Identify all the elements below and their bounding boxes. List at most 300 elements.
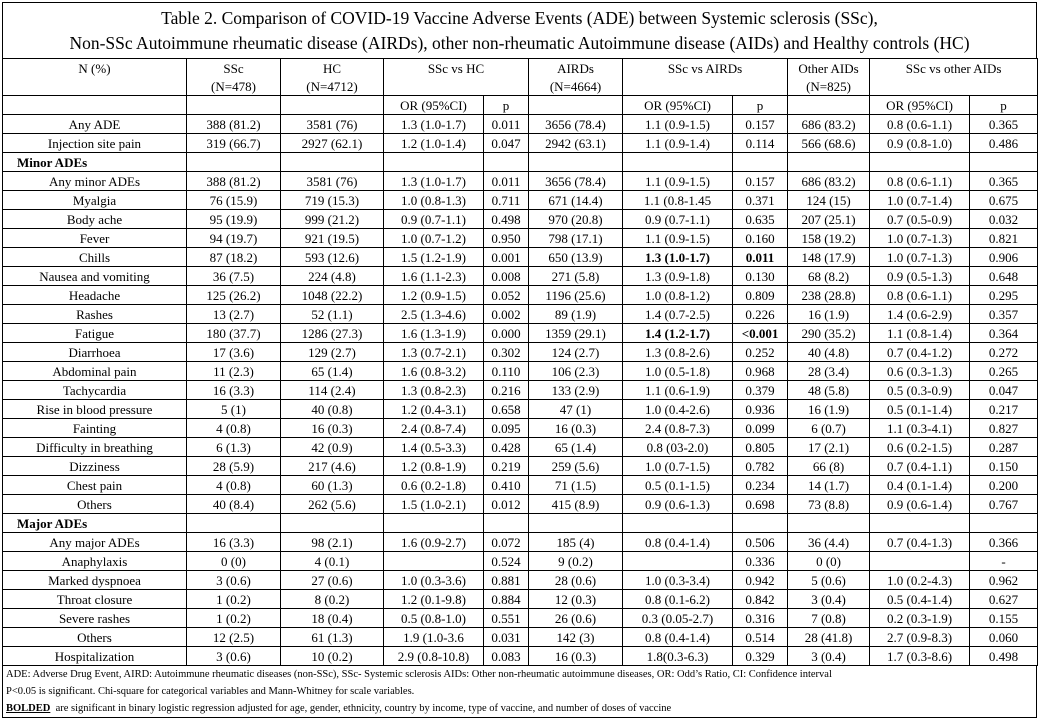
empty-cell bbox=[384, 514, 484, 533]
cell-hc: 921 (19.5) bbox=[281, 229, 384, 248]
cell-airds: 12 (0.3) bbox=[529, 590, 623, 609]
cell-p2: 0.114 bbox=[733, 134, 788, 153]
cell-or3: 1.7 (0.3-8.6) bbox=[870, 647, 970, 666]
table-row bbox=[3, 115, 1038, 134]
cell-hc: 98 (2.1) bbox=[281, 533, 384, 552]
cell-airds: 65 (1.4) bbox=[529, 438, 623, 457]
cell-p1: 0.083 bbox=[484, 647, 529, 666]
cell-or2 bbox=[623, 552, 733, 571]
cell-or2: 1.3 (1.0-1.7) bbox=[623, 248, 733, 267]
row-label: Headache bbox=[3, 286, 187, 305]
empty-cell bbox=[484, 514, 529, 533]
cell-or2: 1.1 (0.8-1.45 bbox=[623, 191, 733, 210]
cell-p2: 0.011 bbox=[733, 248, 788, 267]
cell-p3: 0.295 bbox=[970, 286, 1038, 305]
cell-ssc: 1 (0.2) bbox=[187, 609, 281, 628]
cell-aids: 0 (0) bbox=[788, 552, 870, 571]
table-row bbox=[3, 267, 1038, 286]
cell-p3: 0.365 bbox=[970, 115, 1038, 134]
cell-p2: 0.316 bbox=[733, 609, 788, 628]
cell-p3: 0.287 bbox=[970, 438, 1038, 457]
cell-p2: 0.157 bbox=[733, 115, 788, 134]
table-row bbox=[3, 229, 1038, 248]
cell-or1: 1.6 (1.3-1.9) bbox=[384, 324, 484, 343]
cell-or3: 0.4 (0.1-1.4) bbox=[870, 476, 970, 495]
header-p-3: p bbox=[970, 96, 1038, 115]
row-label: Chest pain bbox=[3, 476, 187, 495]
cell-aids: 207 (25.1) bbox=[788, 210, 870, 229]
cell-or3: 0.6 (0.3-1.3) bbox=[870, 362, 970, 381]
cell-or2: 0.8 (0.1-6.2) bbox=[623, 590, 733, 609]
cell-or3: 2.7 (0.9-8.3) bbox=[870, 628, 970, 647]
cell-p1: 0.095 bbox=[484, 419, 529, 438]
cell-p3: 0.200 bbox=[970, 476, 1038, 495]
cell-aids: 73 (8.8) bbox=[788, 495, 870, 514]
cell-p1: 0.658 bbox=[484, 400, 529, 419]
cell-or1: 2.4 (0.8-7.4) bbox=[384, 419, 484, 438]
cell-p3: 0.047 bbox=[970, 381, 1038, 400]
cell-or3: 0.6 (0.2-1.5) bbox=[870, 438, 970, 457]
cell-or3: 0.7 (0.4-1.1) bbox=[870, 457, 970, 476]
cell-p1: 0.011 bbox=[484, 115, 529, 134]
cell-or2: 1.0 (0.8-1.2) bbox=[623, 286, 733, 305]
cell-or3: 1.0 (0.7-1.4) bbox=[870, 191, 970, 210]
cell-hc: 27 (0.6) bbox=[281, 571, 384, 590]
cell-or3: 0.5 (0.4-1.4) bbox=[870, 590, 970, 609]
cell-p1: 0.000 bbox=[484, 324, 529, 343]
cell-p3: 0.486 bbox=[970, 134, 1038, 153]
row-label: Dizziness bbox=[3, 457, 187, 476]
header-ssc-vs-hc: SSc vs HC bbox=[384, 59, 529, 78]
cell-airds: 47 (1) bbox=[529, 400, 623, 419]
cell-p2: 0.635 bbox=[733, 210, 788, 229]
section-title: Minor ADEs bbox=[3, 153, 187, 172]
row-label: Abdominal pain bbox=[3, 362, 187, 381]
cell-or3: 1.0 (0.7-1.3) bbox=[870, 248, 970, 267]
cell-aids: 68 (8.2) bbox=[788, 267, 870, 286]
header-other-aids-n: (N=825) bbox=[788, 77, 870, 96]
cell-airds: 89 (1.9) bbox=[529, 305, 623, 324]
cell-p3: - bbox=[970, 552, 1038, 571]
row-label: Throat closure bbox=[3, 590, 187, 609]
footnotes bbox=[2, 666, 1037, 718]
cell-p1: 0.031 bbox=[484, 628, 529, 647]
row-label: Anaphylaxis bbox=[3, 552, 187, 571]
cell-hc: 16 (0.3) bbox=[281, 419, 384, 438]
cell-airds: 650 (13.9) bbox=[529, 248, 623, 267]
cell-airds: 3656 (78.4) bbox=[529, 115, 623, 134]
empty-cell bbox=[733, 153, 788, 172]
cell-or1: 1.6 (0.8-3.2) bbox=[384, 362, 484, 381]
cell-aids: 3 (0.4) bbox=[788, 647, 870, 666]
table-row bbox=[3, 191, 1038, 210]
row-label: Injection site pain bbox=[3, 134, 187, 153]
cell-p2: 0.379 bbox=[733, 381, 788, 400]
cell-p2: 0.809 bbox=[733, 286, 788, 305]
cell-airds: 16 (0.3) bbox=[529, 647, 623, 666]
title-line-2: Non-SSc Autoimmune rheumatic disease (AIRDs), other non-rheumatic Autoimmune disease (AIDs) and Healthy controls (HC) bbox=[69, 33, 970, 53]
cell-or1: 1.3 (1.0-1.7) bbox=[384, 115, 484, 134]
cell-ssc: 76 (15.9) bbox=[187, 191, 281, 210]
cell-aids: 17 (2.1) bbox=[788, 438, 870, 457]
cell-or1: 1.0 (0.3-3.6) bbox=[384, 571, 484, 590]
cell-p3: 0.150 bbox=[970, 457, 1038, 476]
cell-airds: 142 (3) bbox=[529, 628, 623, 647]
cell-or2: 1.1 (0.6-1.9) bbox=[623, 381, 733, 400]
cell-airds: 9 (0.2) bbox=[529, 552, 623, 571]
cell-ssc: 125 (26.2) bbox=[187, 286, 281, 305]
table-row bbox=[3, 134, 1038, 153]
cell-p3: 0.060 bbox=[970, 628, 1038, 647]
cell-hc: 129 (2.7) bbox=[281, 343, 384, 362]
header-row-3 bbox=[3, 96, 1038, 115]
table-row bbox=[3, 305, 1038, 324]
row-label: Any minor ADEs bbox=[3, 172, 187, 191]
footnote-bolded-word: BOLDED bbox=[6, 703, 51, 714]
cell-airds: 106 (2.3) bbox=[529, 362, 623, 381]
table-row bbox=[3, 210, 1038, 229]
cell-p2: 0.514 bbox=[733, 628, 788, 647]
cell-or2: 1.4 (1.2-1.7) bbox=[623, 324, 733, 343]
header-n: N (%) bbox=[3, 59, 187, 78]
cell-airds: 259 (5.6) bbox=[529, 457, 623, 476]
table-row bbox=[3, 381, 1038, 400]
cell-airds: 16 (0.3) bbox=[529, 419, 623, 438]
header-airds-n: (N=4664) bbox=[529, 77, 623, 96]
cell-p2: <0.001 bbox=[733, 324, 788, 343]
cell-or2: 0.8 (0.4-1.4) bbox=[623, 628, 733, 647]
cell-or2: 0.3 (0.05-2.7) bbox=[623, 609, 733, 628]
cell-p3: 0.498 bbox=[970, 647, 1038, 666]
empty-cell bbox=[788, 153, 870, 172]
cell-aids: 28 (41.8) bbox=[788, 628, 870, 647]
cell-or3: 1.1 (0.8-1.4) bbox=[870, 324, 970, 343]
cell-or1: 1.3 (0.7-2.1) bbox=[384, 343, 484, 362]
footnote-significance: P<0.05 is significant. Chi-square for categorical variables and Mann-Whitney for scale variables. bbox=[6, 686, 415, 697]
empty-cell bbox=[623, 514, 733, 533]
cell-p3: 0.906 bbox=[970, 248, 1038, 267]
cell-ssc: 4 (0.8) bbox=[187, 419, 281, 438]
cell-hc: 1286 (27.3) bbox=[281, 324, 384, 343]
cell-hc: 114 (2.4) bbox=[281, 381, 384, 400]
cell-p1: 0.410 bbox=[484, 476, 529, 495]
table-row bbox=[3, 571, 1038, 590]
cell-or1: 1.3 (0.8-2.3) bbox=[384, 381, 484, 400]
cell-p1: 0.012 bbox=[484, 495, 529, 514]
cell-ssc: 28 (5.9) bbox=[187, 457, 281, 476]
cell-p1: 0.498 bbox=[484, 210, 529, 229]
row-label: Myalgia bbox=[3, 191, 187, 210]
cell-or1: 0.9 (0.7-1.1) bbox=[384, 210, 484, 229]
header-row-1 bbox=[3, 59, 1038, 78]
cell-hc: 4 (0.1) bbox=[281, 552, 384, 571]
cell-or3: 0.9 (0.8-1.0) bbox=[870, 134, 970, 153]
cell-or3: 0.5 (0.1-1.4) bbox=[870, 400, 970, 419]
cell-p1: 0.008 bbox=[484, 267, 529, 286]
cell-hc: 10 (0.2) bbox=[281, 647, 384, 666]
row-label: Fatigue bbox=[3, 324, 187, 343]
cell-airds: 185 (4) bbox=[529, 533, 623, 552]
cell-ssc: 17 (3.6) bbox=[187, 343, 281, 362]
cell-p2: 0.842 bbox=[733, 590, 788, 609]
cell-p2: 0.234 bbox=[733, 476, 788, 495]
cell-p3: 0.364 bbox=[970, 324, 1038, 343]
cell-airds: 1196 (25.6) bbox=[529, 286, 623, 305]
cell-p3: 0.675 bbox=[970, 191, 1038, 210]
header-p-2: p bbox=[733, 96, 788, 115]
cell-airds: 671 (14.4) bbox=[529, 191, 623, 210]
cell-ssc: 13 (2.7) bbox=[187, 305, 281, 324]
cell-aids: 124 (15) bbox=[788, 191, 870, 210]
cell-or2: 1.1 (0.9-1.5) bbox=[623, 229, 733, 248]
cell-ssc: 388 (81.2) bbox=[187, 172, 281, 191]
cell-aids: 566 (68.6) bbox=[788, 134, 870, 153]
cell-p1: 0.884 bbox=[484, 590, 529, 609]
cell-p1: 0.428 bbox=[484, 438, 529, 457]
cell-or1 bbox=[384, 552, 484, 571]
empty-cell bbox=[187, 514, 281, 533]
cell-hc: 65 (1.4) bbox=[281, 362, 384, 381]
cell-aids: 158 (19.2) bbox=[788, 229, 870, 248]
cell-ssc: 36 (7.5) bbox=[187, 267, 281, 286]
cell-hc: 40 (0.8) bbox=[281, 400, 384, 419]
cell-p1: 0.711 bbox=[484, 191, 529, 210]
cell-or3: 1.1 (0.3-4.1) bbox=[870, 419, 970, 438]
cell-airds: 28 (0.6) bbox=[529, 571, 623, 590]
empty-cell bbox=[281, 514, 384, 533]
cell-ssc: 95 (19.9) bbox=[187, 210, 281, 229]
cell-or3: 1.0 (0.2-4.3) bbox=[870, 571, 970, 590]
empty-cell bbox=[384, 153, 484, 172]
cell-p2: 0.226 bbox=[733, 305, 788, 324]
empty-cell bbox=[870, 514, 970, 533]
cell-or3: 0.8 (0.6-1.1) bbox=[870, 286, 970, 305]
row-label: Chills bbox=[3, 248, 187, 267]
cell-ssc: 87 (18.2) bbox=[187, 248, 281, 267]
cell-airds: 271 (5.8) bbox=[529, 267, 623, 286]
cell-p1: 0.216 bbox=[484, 381, 529, 400]
cell-hc: 3581 (76) bbox=[281, 115, 384, 134]
empty-cell bbox=[187, 153, 281, 172]
cell-or2: 0.5 (0.1-1.5) bbox=[623, 476, 733, 495]
cell-hc: 42 (0.9) bbox=[281, 438, 384, 457]
empty-cell bbox=[623, 153, 733, 172]
cell-p3: 0.648 bbox=[970, 267, 1038, 286]
cell-aids: 48 (5.8) bbox=[788, 381, 870, 400]
cell-hc: 262 (5.6) bbox=[281, 495, 384, 514]
table-row bbox=[3, 248, 1038, 267]
cell-or2: 1.3 (0.8-2.6) bbox=[623, 343, 733, 362]
cell-p1: 0.047 bbox=[484, 134, 529, 153]
cell-p3: 0.962 bbox=[970, 571, 1038, 590]
table-row bbox=[3, 647, 1038, 666]
cell-or1: 1.2 (0.8-1.9) bbox=[384, 457, 484, 476]
table-row bbox=[3, 172, 1038, 191]
cell-p2: 0.805 bbox=[733, 438, 788, 457]
cell-hc: 61 (1.3) bbox=[281, 628, 384, 647]
cell-p1: 0.219 bbox=[484, 457, 529, 476]
cell-aids: 66 (8) bbox=[788, 457, 870, 476]
cell-p2: 0.506 bbox=[733, 533, 788, 552]
header-ssc-vs-other: SSc vs other AIDs bbox=[870, 59, 1038, 78]
cell-aids: 686 (83.2) bbox=[788, 115, 870, 134]
cell-ssc: 16 (3.3) bbox=[187, 381, 281, 400]
cell-p3: 0.366 bbox=[970, 533, 1038, 552]
cell-ssc: 0 (0) bbox=[187, 552, 281, 571]
header-hc: HC bbox=[281, 59, 384, 78]
cell-hc: 593 (12.6) bbox=[281, 248, 384, 267]
cell-airds: 26 (0.6) bbox=[529, 609, 623, 628]
table-row bbox=[3, 286, 1038, 305]
cell-or1: 2.5 (1.3-4.6) bbox=[384, 305, 484, 324]
cell-p3: 0.365 bbox=[970, 172, 1038, 191]
cell-ssc: 3 (0.6) bbox=[187, 571, 281, 590]
cell-or1: 1.5 (1.0-2.1) bbox=[384, 495, 484, 514]
cell-p1: 0.052 bbox=[484, 286, 529, 305]
cell-airds: 71 (1.5) bbox=[529, 476, 623, 495]
row-label: Hospitalization bbox=[3, 647, 187, 666]
cell-p2: 0.942 bbox=[733, 571, 788, 590]
row-label: Difficulty in breathing bbox=[3, 438, 187, 457]
cell-p2: 0.936 bbox=[733, 400, 788, 419]
row-label: Diarrhoea bbox=[3, 343, 187, 362]
cell-airds: 970 (20.8) bbox=[529, 210, 623, 229]
empty-cell bbox=[529, 153, 623, 172]
cell-p2: 0.371 bbox=[733, 191, 788, 210]
cell-or1: 1.0 (0.8-1.3) bbox=[384, 191, 484, 210]
cell-or2: 1.3 (0.9-1.8) bbox=[623, 267, 733, 286]
cell-p1: 0.001 bbox=[484, 248, 529, 267]
cell-p2: 0.336 bbox=[733, 552, 788, 571]
cell-p3: 0.821 bbox=[970, 229, 1038, 248]
row-label: Nausea and vomiting bbox=[3, 267, 187, 286]
cell-or2: 1.0 (0.3-3.4) bbox=[623, 571, 733, 590]
cell-or2: 1.1 (0.9-1.4) bbox=[623, 134, 733, 153]
cell-or2: 1.0 (0.5-1.8) bbox=[623, 362, 733, 381]
cell-p1: 0.002 bbox=[484, 305, 529, 324]
cell-aids: 14 (1.7) bbox=[788, 476, 870, 495]
cell-or1: 0.6 (0.2-1.8) bbox=[384, 476, 484, 495]
cell-or2: 1.4 (0.7-2.5) bbox=[623, 305, 733, 324]
cell-aids: 7 (0.8) bbox=[788, 609, 870, 628]
table-row bbox=[3, 324, 1038, 343]
cell-p3: 0.827 bbox=[970, 419, 1038, 438]
cell-or2: 1.1 (0.9-1.5) bbox=[623, 172, 733, 191]
row-label: Any major ADEs bbox=[3, 533, 187, 552]
header-p-1: p bbox=[484, 96, 529, 115]
cell-or2: 1.0 (0.4-2.6) bbox=[623, 400, 733, 419]
row-label: Marked dyspnoea bbox=[3, 571, 187, 590]
cell-p1: 0.302 bbox=[484, 343, 529, 362]
cell-aids: 6 (0.7) bbox=[788, 419, 870, 438]
empty-cell bbox=[529, 514, 623, 533]
cell-aids: 5 (0.6) bbox=[788, 571, 870, 590]
cell-airds: 415 (8.9) bbox=[529, 495, 623, 514]
cell-or3: 0.7 (0.4-1.3) bbox=[870, 533, 970, 552]
empty-cell bbox=[484, 153, 529, 172]
cell-aids: 36 (4.4) bbox=[788, 533, 870, 552]
cell-p3: 0.217 bbox=[970, 400, 1038, 419]
table-row bbox=[3, 590, 1038, 609]
header-or-2: OR (95%CI) bbox=[623, 96, 733, 115]
header-row-2 bbox=[3, 77, 1038, 96]
cell-p1: 0.110 bbox=[484, 362, 529, 381]
cell-aids: 686 (83.2) bbox=[788, 172, 870, 191]
cell-hc: 217 (4.6) bbox=[281, 457, 384, 476]
cell-ssc: 6 (1.3) bbox=[187, 438, 281, 457]
cell-p1: 0.011 bbox=[484, 172, 529, 191]
cell-p1: 0.551 bbox=[484, 609, 529, 628]
cell-or1: 1.2 (0.9-1.5) bbox=[384, 286, 484, 305]
cell-hc: 719 (15.3) bbox=[281, 191, 384, 210]
cell-hc: 8 (0.2) bbox=[281, 590, 384, 609]
cell-or2: 0.8 (0.4-1.4) bbox=[623, 533, 733, 552]
row-label: Rashes bbox=[3, 305, 187, 324]
row-label: Rise in blood pressure bbox=[3, 400, 187, 419]
title-line-1: Table 2. Comparison of COVID-19 Vaccine Adverse Events (ADE) between Systemic sclerosis (SSc), bbox=[161, 8, 878, 28]
table-row bbox=[3, 438, 1038, 457]
section-row bbox=[3, 514, 1038, 533]
row-label: Body ache bbox=[3, 210, 187, 229]
cell-p2: 0.252 bbox=[733, 343, 788, 362]
row-label: Fainting bbox=[3, 419, 187, 438]
cell-p2: 0.698 bbox=[733, 495, 788, 514]
cell-p2: 0.329 bbox=[733, 647, 788, 666]
cell-ssc: 180 (37.7) bbox=[187, 324, 281, 343]
cell-p2: 0.099 bbox=[733, 419, 788, 438]
cell-or3: 0.8 (0.6-1.1) bbox=[870, 172, 970, 191]
cell-or1: 2.9 (0.8-10.8) bbox=[384, 647, 484, 666]
table-title bbox=[2, 2, 1037, 58]
empty-cell bbox=[970, 153, 1038, 172]
cell-p2: 0.157 bbox=[733, 172, 788, 191]
cell-or3: 0.7 (0.4-1.2) bbox=[870, 343, 970, 362]
cell-or3: 0.2 (0.3-1.9) bbox=[870, 609, 970, 628]
cell-or1: 0.5 (0.8-1.0) bbox=[384, 609, 484, 628]
empty-cell bbox=[870, 153, 970, 172]
cell-aids: 28 (3.4) bbox=[788, 362, 870, 381]
table-row bbox=[3, 419, 1038, 438]
header-ssc-n: (N=478) bbox=[187, 77, 281, 96]
footnote-bolded-text: are significant in binary logistic regression adjusted for age, gender, ethnicity, country by income, type of vaccine, and number of doses of vaccine bbox=[50, 703, 672, 714]
table-row bbox=[3, 552, 1038, 571]
cell-ssc: 388 (81.2) bbox=[187, 115, 281, 134]
footnote-bolded bbox=[6, 700, 1036, 717]
cell-p2: 0.782 bbox=[733, 457, 788, 476]
cell-or3: 0.5 (0.3-0.9) bbox=[870, 381, 970, 400]
cell-hc: 60 (1.3) bbox=[281, 476, 384, 495]
cell-or3: 1.0 (0.7-1.3) bbox=[870, 229, 970, 248]
table-row bbox=[3, 495, 1038, 514]
cell-or1: 1.6 (0.9-2.7) bbox=[384, 533, 484, 552]
cell-airds: 1359 (29.1) bbox=[529, 324, 623, 343]
cell-or1: 1.6 (1.1-2.3) bbox=[384, 267, 484, 286]
cell-or2: 1.8(0.3-6.3) bbox=[623, 647, 733, 666]
footnote-abbreviations: ADE: Adverse Drug Event, AIRD: Autoimmune rheumatic diseases (non-SSc), SSc- Systemic sclerosis AIDs: Other non-rheumatic autoimmune diseases, OR: Odd’s Ratio, CI: Confidence interval bbox=[6, 669, 832, 680]
cell-or3: 0.9 (0.5-1.3) bbox=[870, 267, 970, 286]
cell-or1: 1.4 (0.5-3.3) bbox=[384, 438, 484, 457]
cell-aids: 16 (1.9) bbox=[788, 305, 870, 324]
cell-airds: 798 (17.1) bbox=[529, 229, 623, 248]
cell-aids: 290 (35.2) bbox=[788, 324, 870, 343]
header-ssc: SSc bbox=[187, 59, 281, 78]
cell-p2: 0.130 bbox=[733, 267, 788, 286]
cell-or2: 2.4 (0.8-7.3) bbox=[623, 419, 733, 438]
table-body bbox=[3, 59, 1038, 666]
header-other-aids: Other AIDs bbox=[788, 59, 870, 78]
row-label: Others bbox=[3, 495, 187, 514]
cell-or1: 1.9 (1.0-3.6 bbox=[384, 628, 484, 647]
